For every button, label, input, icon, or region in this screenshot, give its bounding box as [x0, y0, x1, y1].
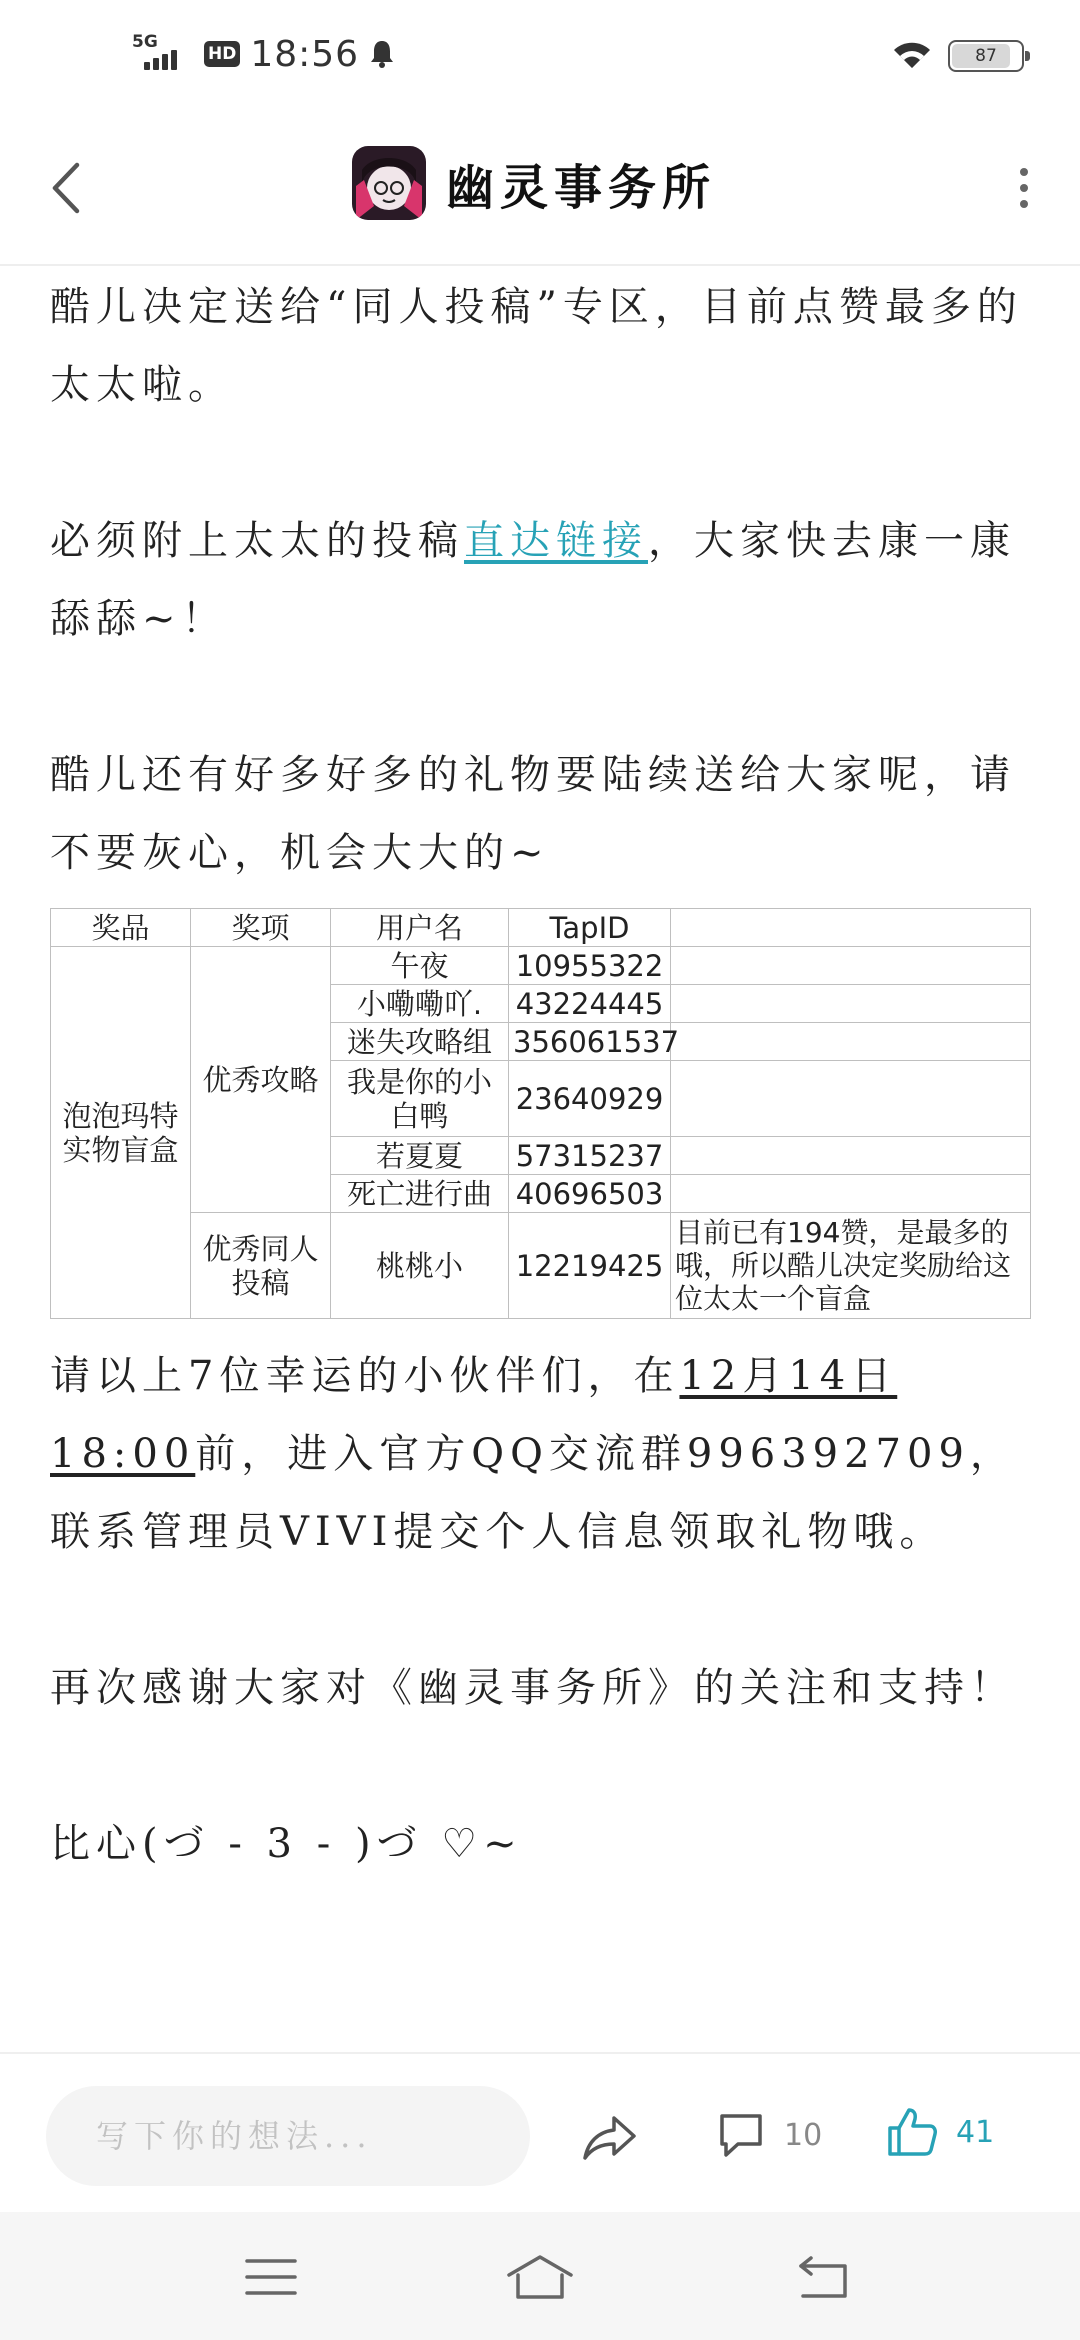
comment-input[interactable]: [46, 2086, 530, 2186]
paragraph-link: [50, 502, 1040, 658]
claim-text-before: 请以上7位幸运的小伙伴们，在: [50, 1353, 680, 1399]
nav-menu-button[interactable]: [226, 2242, 316, 2312]
username-cell: 小嘞嘞吖.: [331, 985, 509, 1023]
comment-button[interactable]: [716, 2110, 822, 2160]
status-right: [890, 40, 1024, 72]
note-cell: [671, 1061, 1031, 1137]
tapid-cell: 40696503: [509, 1175, 671, 1213]
tapid-cell: 43224445: [509, 985, 671, 1023]
tapid-cell: 10955322: [509, 947, 671, 985]
header-tapid: TapID: [509, 909, 671, 947]
claim-deadline: 12月14日18:00: [50, 1353, 898, 1477]
award-table: [50, 908, 1031, 1319]
page-title: 幽灵事务所: [446, 159, 717, 216]
note-cell: 目前已有194赞，是最多的哦，所以酷儿决定奖励给这位太太一个盲盒: [671, 1213, 1031, 1319]
nav-home-button[interactable]: [495, 2242, 585, 2312]
signal-icon: [132, 32, 194, 76]
paragraph-closing: 比心(づ - 3 - )づ ♡~: [50, 1821, 523, 1867]
direct-link[interactable]: 直达链接: [464, 518, 648, 564]
username-cell: 桃桃小: [331, 1213, 509, 1319]
note-cell: [671, 1175, 1031, 1213]
system-nav-bar: [0, 2212, 1080, 2340]
username-cell: 迷失攻略组: [331, 1023, 509, 1061]
paragraph-link-text-before: 必须附上太太的投稿: [50, 518, 464, 564]
like-button[interactable]: [886, 2106, 994, 2158]
note-cell: [671, 1137, 1031, 1175]
share-icon: [580, 2112, 640, 2164]
note-cell: [671, 947, 1031, 985]
bell-icon: [369, 39, 395, 69]
app-logo: [352, 146, 426, 220]
comment-count: 10: [784, 2117, 823, 2153]
back-button[interactable]: [40, 152, 92, 224]
table-header-row: [51, 909, 1031, 947]
home-icon: [505, 2253, 575, 2301]
like-count: 41: [956, 2114, 995, 2150]
post-content: [50, 268, 1040, 1883]
award-cell-strategy: 优秀攻略: [191, 947, 331, 1213]
menu-icon: [245, 2257, 297, 2297]
hd-badge: HD: [204, 41, 240, 67]
prize-cell: 泡泡玛特实物盲盒: [51, 947, 191, 1319]
wifi-icon: [890, 41, 934, 71]
username-cell: 若夏夏: [331, 1137, 509, 1175]
header-empty: [671, 909, 1031, 947]
paragraph-more-gifts: 酷儿还有好多好多的礼物要陆续送给大家呢，请不要灰心，机会大大的~: [50, 752, 1016, 876]
username-cell: 死亡进行曲: [331, 1175, 509, 1213]
note-cell: [671, 1023, 1031, 1061]
nav-back-button[interactable]: [778, 2242, 868, 2312]
header-prize: 奖品: [51, 909, 191, 947]
app-header: [0, 110, 1080, 266]
table-row: [51, 1213, 1031, 1319]
tapid-cell: 23640929: [509, 1061, 671, 1137]
note-cell: [671, 985, 1031, 1023]
status-bar: [0, 0, 1080, 110]
tapid-cell: 356061537: [509, 1023, 671, 1061]
bottom-action-bar: [0, 2052, 1080, 2212]
share-button[interactable]: [580, 2112, 640, 2164]
paragraph-link-text-after: ，大家快去康一康舔舔~！: [50, 518, 1016, 642]
award-cell-fanwork: 优秀同人投稿: [191, 1213, 331, 1319]
back-icon: [795, 2254, 851, 2300]
paragraph-thanks: 再次感谢大家对《幽灵事务所》的关注和支持！: [50, 1665, 1016, 1711]
header-award: 奖项: [191, 909, 331, 947]
more-options-button[interactable]: [1004, 158, 1044, 218]
header-title-group: [352, 146, 716, 220]
status-left: [132, 32, 395, 76]
thumbs-up-icon: [886, 2106, 938, 2158]
network-type: 5G: [132, 32, 158, 52]
header-username: 用户名: [331, 909, 509, 947]
status-time: 18:56: [250, 33, 360, 75]
tapid-cell: 12219425: [509, 1213, 671, 1319]
battery-level: 87: [975, 46, 997, 66]
paragraph-claim-instructions: [50, 1337, 1040, 1571]
battery-indicator: [948, 40, 1024, 72]
back-arrow-icon: [51, 161, 81, 215]
paragraph-intro: 酷儿决定送给“同人投稿”专区，目前点赞最多的太太啦。: [50, 284, 1023, 408]
table-row: [51, 947, 1031, 985]
username-cell: 午夜: [331, 947, 509, 985]
comment-icon: [716, 2110, 766, 2160]
more-vert-icon: [1020, 168, 1028, 176]
claim-text-after: 前，进入官方QQ交流群996392709，联系管理员VIVI提交个人信息领取礼物哦。: [50, 1431, 1016, 1555]
username-cell: 我是你的小白鸭: [331, 1061, 509, 1137]
tapid-cell: 57315237: [509, 1137, 671, 1175]
